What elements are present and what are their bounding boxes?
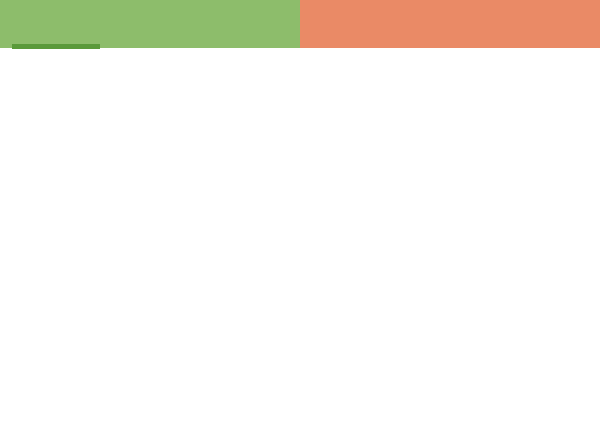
right-page [300,0,600,425]
person-icon [417,375,423,381]
left-header [0,0,300,48]
route-map [392,230,512,405]
bicycle-icon [470,389,482,401]
day-header [12,44,100,49]
person-icon [402,383,406,395]
child-icon [435,388,439,396]
route-line [412,240,507,405]
person-icon [418,381,422,395]
bicycle-icon [454,389,466,401]
right-header [300,0,600,48]
child-icon [435,383,440,388]
person-icon [401,377,407,383]
left-column-1 [12,44,100,53]
pedestrian-icons [401,375,482,401]
